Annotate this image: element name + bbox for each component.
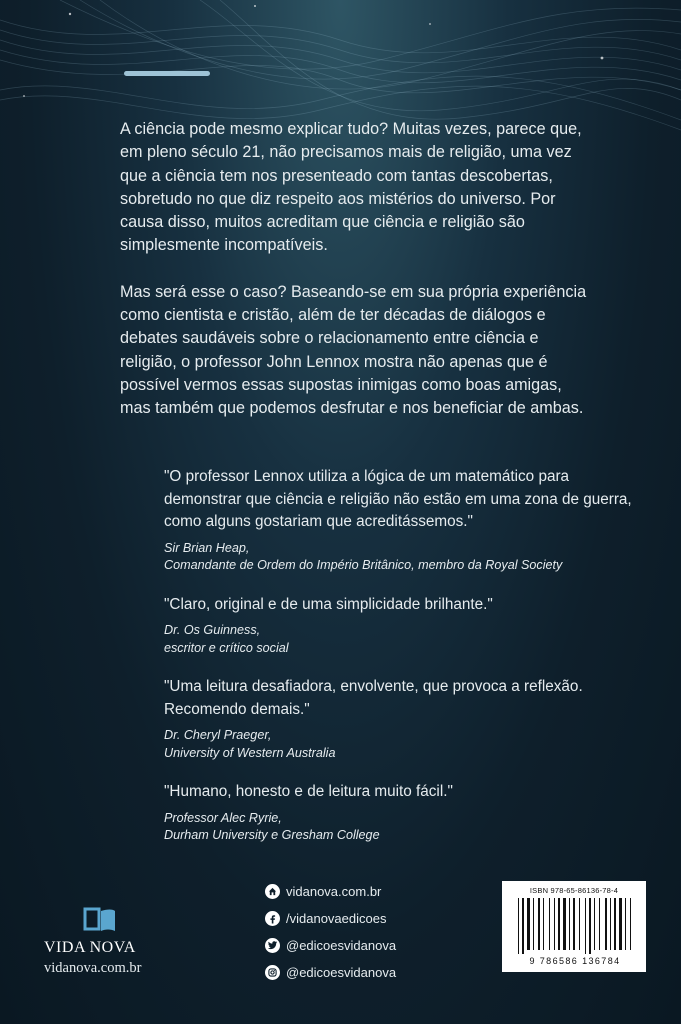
quote-role: escritor e crítico social [164,640,289,655]
quote-author: Dr. Os Guinness, [164,623,261,637]
social-link-facebook[interactable] [265,905,396,932]
barcode-bar [594,898,595,950]
quote-text: "Uma leitura desafiadora, envolvente, que provoca a reflexão. Recomendo demais." [164,678,583,718]
synopsis [120,118,590,444]
barcode-bar [605,898,607,950]
barcode-bar [630,898,631,950]
social-label: @edicoesvidanova [286,965,397,980]
quote-attribution [164,622,634,657]
social-label: @edicoesvidanova [286,938,397,953]
social-label: /vidanovaedicoes [286,911,387,926]
barcode-bars [518,898,632,954]
endorsement [164,466,634,575]
social-label: vidanova.com.br [286,884,382,899]
barcode-bar [538,898,540,950]
synopsis-paragraph: Mas será esse o caso? Baseando-se em sua própria experiência como cientista e cristão, além de ter décadas de diálogos e debates saudáveis sobre o relacionamento entre ciência e religião, o professor John Lennox mostra não apenas que é possível vermos essas supostas inimigas como boas amigas, mas também que podemos desfrutar e nos beneficiar de ambas. [120,282,587,418]
barcode-bar [533,898,534,950]
home-icon [265,884,280,899]
barcode-bar [619,898,622,950]
quote-role: University of Western Australia [164,745,336,760]
quote-attribution [164,810,634,845]
quote-role: Comandante de Ordem do Império Britânico, membro da Royal Society [164,558,563,572]
barcode-bar [585,898,586,954]
barcode-bar [543,898,544,950]
social-links [265,878,396,986]
quote-attribution [164,540,634,575]
barcode-bar [573,898,575,950]
endorsement [164,594,634,658]
barcode-bar [554,898,555,950]
barcode-bar [610,898,611,950]
quote-role: Durham University e Gresham College [164,828,380,842]
barcode-bar [569,898,570,950]
isbn-label: ISBN 978-65-86136-78-4 [529,886,619,895]
barcode [502,881,646,972]
endorsements [164,466,634,864]
barcode-bar [558,898,560,950]
quote-text: "Claro, original e de uma simplicidade brilhante." [164,595,493,613]
quote-text: "O professor Lennox utiliza a lógica de um matemático para demonstrar que ciência e religião não estão em uma zona de guerra, como alguns gostariam que acreditássemos." [164,468,632,530]
barcode-digits: 9 786586 136784 [529,956,621,966]
social-link-website[interactable] [265,878,396,905]
twitter-icon [265,938,280,953]
barcode-bar [522,898,524,954]
barcode-bar [518,898,519,954]
quote-attribution [164,727,634,762]
publisher-url: vidanova.com.br [44,960,142,976]
quote-author: Sir Brian Heap, [164,540,250,555]
barcode-bar [549,898,550,950]
quote-text: "Humano, honesto e de leitura muito fácil." [164,783,453,800]
social-link-twitter[interactable] [265,932,396,959]
endorsement [164,676,634,762]
publisher-logo [44,905,194,977]
barcode-bar [589,898,591,954]
barcode-bar [579,898,580,950]
quote-author: Dr. Cheryl Praeger, [164,728,272,742]
barcode-bar [527,898,530,950]
book-icon [83,905,117,935]
social-link-instagram[interactable] [265,959,396,986]
barcode-bar [599,898,600,950]
synopsis-paragraph: A ciência pode mesmo explicar tudo? Muitas vezes, parece que, em pleno século 21, não precisamos mais de religião, uma vez que a ciência tem nos presenteado com tantas descobertas, sobretudo no que diz respeito aos mistérios do universo. Por causa disso, muitos acreditam que ciência e religião são simplesmente incompatíveis. [120,120,582,255]
accent-bar [124,71,210,76]
barcode-bar [625,898,626,950]
quote-author: Professor Alec Ryrie, [164,810,282,825]
barcode-bar [563,898,566,950]
barcode-bar [614,898,616,950]
endorsement [164,781,634,845]
publisher-name: VIDA NOVA [44,939,136,956]
facebook-icon [265,911,280,926]
instagram-icon [265,965,280,980]
